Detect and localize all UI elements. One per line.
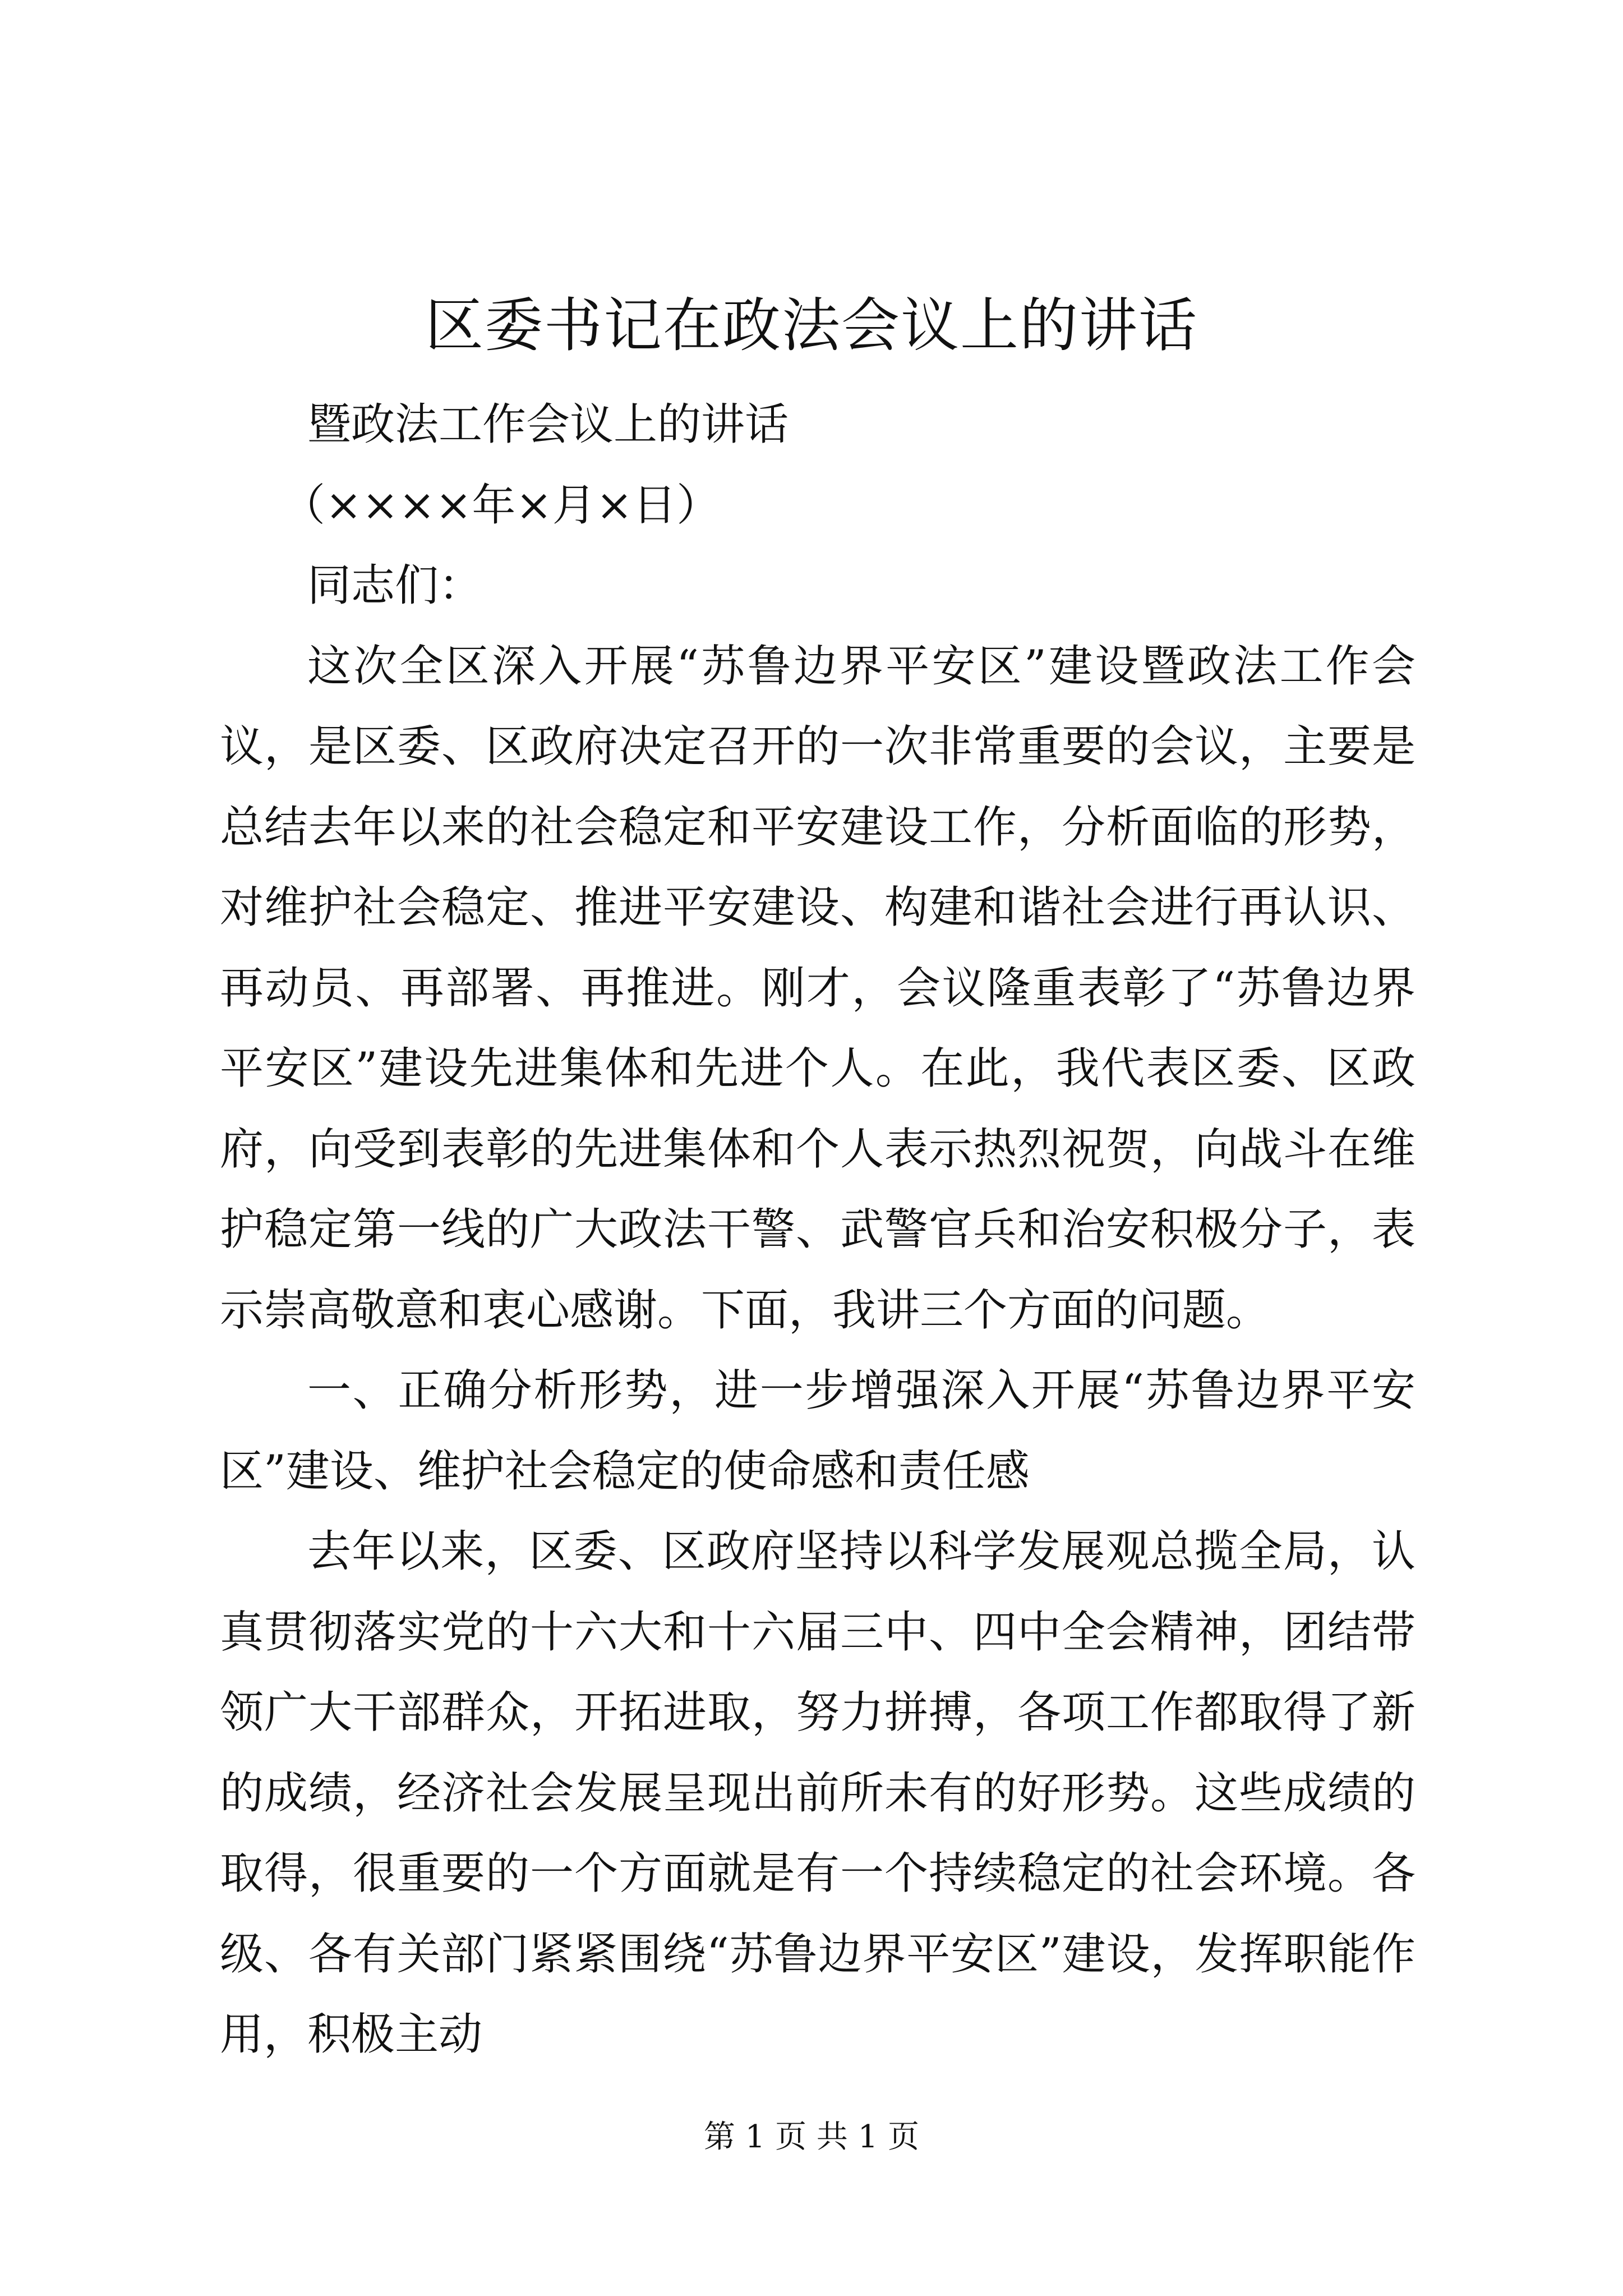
subtitle-paragraph: 暨政法工作会议上的讲话 [307, 399, 789, 450]
page-footer: 第 1 页 共 1 页 [703, 2119, 920, 2155]
section-heading: 一、正确分析形势，进一步增强深入开展“苏鲁边界平安区”建设、维护社会稳定的使命感和责任感 [220, 1365, 1415, 1497]
body-paragraph: 去年以来，区委、区政府坚持以科学发展观总揽全局，认真贯彻落实党的十六大和十六届三中、四中全会精神，团结带领广大干部群众，开拓进取，努力拼搏，各项工作都取得了新的成绩，经济社会发展呈现出前所未有的好形势。这些成绩的取得，很重要的一个方面就是有一个持续稳定的社会环境。各级、各有关部门紧紧围绕“苏鲁边界平安区”建设，发挥职能作用，积极主动 [220, 1526, 1415, 2060]
body-paragraph: 这次全区深入开展“苏鲁边界平安区”建设暨政法工作会议，是区委、区政府决定召开的一次非常重要的会议，主要是总结去年以来的社会稳定和平安建设工作，分析面临的形势，对维护社会稳定、推进平安建设、构建和谐社会进行再认识、再动员、再部署、再推进。刚才，会议隆重表彰了“苏鲁边界平安区”建设先进集体和先进个人。在此，我代表区委、区政府，向受到表彰的先进集体和个人表示热烈祝贺，向战斗在维护稳定第一线的广大政法干警、武警官兵和治安积极分子，表示崇高敬意和衷心感谢。下面，我讲三个方面的问题。 [220, 641, 1415, 1336]
salutation-paragraph: 同志们： [307, 560, 483, 611]
date-paragraph: （××××年×月×日） [282, 480, 721, 531]
document-title: 区委书记在政法会议上的讲话 [425, 291, 1198, 360]
document-body [220, 385, 1415, 2076]
